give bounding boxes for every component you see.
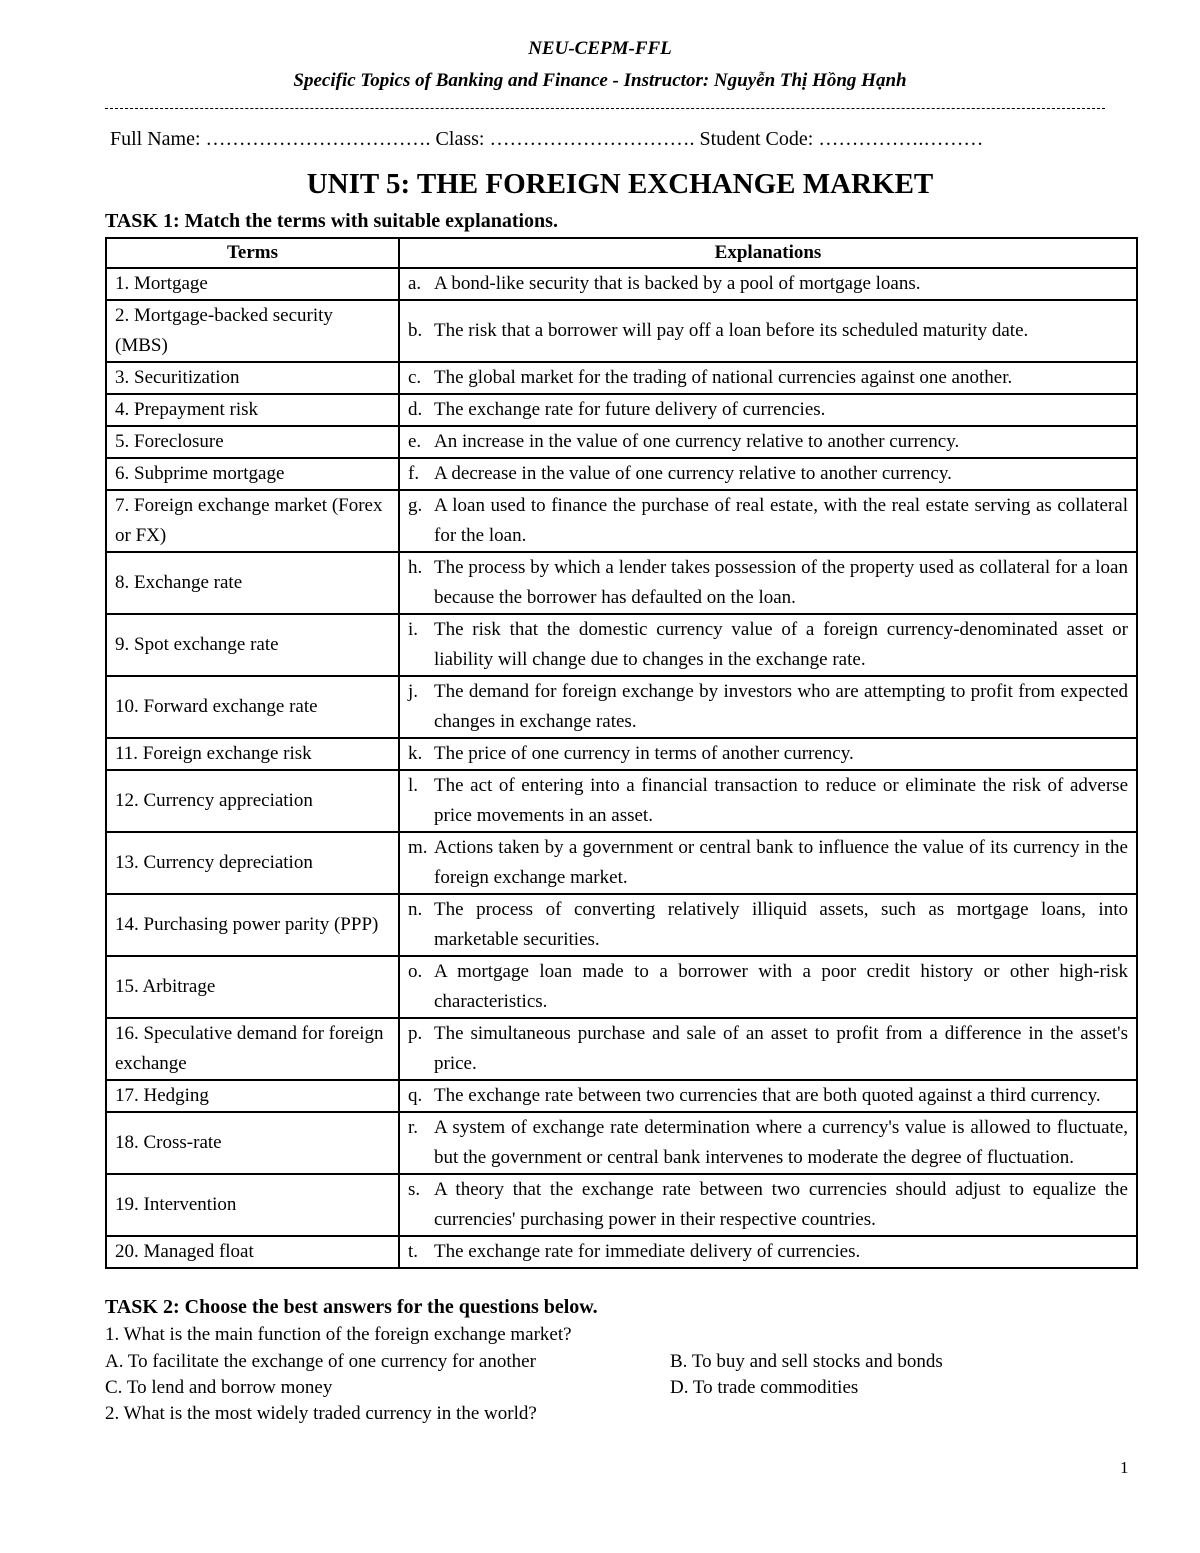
explanation-text: The global market for the trading of national currencies against one another. [434,367,1013,388]
explanation-text: An increase in the value of one currency relative to another currency. [434,431,960,452]
explanation-cell [399,894,1137,956]
task1-heading: TASK 1: Match the terms with suitable explanations. [105,210,558,232]
explanation-letter: q. [408,1085,423,1106]
explanation-text: The risk that the domestic currency value of a foreign currency-denominated asset or liability will change due to changes in the exchange rate. [434,619,1128,670]
explanation-letter: d. [408,399,423,420]
explanation-letter: h. [408,557,423,578]
table-row [106,300,1137,362]
table-row [106,770,1137,832]
term-cell: 14. Purchasing power parity (PPP) [106,894,399,956]
explanation-text: The process by which a lender takes possession of the property used as collateral for a loan because the borrower has defaulted on the loan. [434,557,1128,608]
term-cell: 19. Intervention [106,1174,399,1236]
explanation-letter: j. [408,681,419,702]
explanation-cell [399,426,1137,458]
header-course: Specific Topics of Banking and Finance - Instructor: Nguyễn Thị Hồng Hạnh [293,70,907,91]
explanation-letter: f. [408,463,420,484]
explanation-cell [399,458,1137,490]
explanation-cell [399,552,1137,614]
explanation-letter: r. [408,1117,419,1138]
explanation-text: A mortgage loan made to a borrower with a poor credit history or other high-risk characteristics. [434,961,1128,1012]
explanation-text: A loan used to finance the purchase of real estate, with the real estate serving as collateral for the loan. [434,495,1128,546]
explanation-text: The process of converting relatively illiquid assets, such as mortgage loans, into marketable securities. [434,899,1128,950]
unit-title: UNIT 5: THE FOREIGN EXCHANGE MARKET [306,168,934,200]
term-cell: 5. Foreclosure [106,426,399,458]
term-cell: 8. Exchange rate [106,552,399,614]
table-row [106,738,1137,770]
question-1-option-b: B. To buy and sell stocks and bonds [670,1351,943,1372]
explanation-text: Actions taken by a government or central bank to influence the value of its currency in the foreign exchange market. [434,837,1128,888]
table-row [106,1018,1137,1080]
terms-column-header: Terms [106,238,399,268]
student-info-line: Full Name: ……………………………. Class: …………………………. Student Code: …………….……… [110,128,984,150]
explanation-letter: l. [408,775,419,796]
explanation-cell [399,268,1137,300]
explanation-letter: k. [408,743,423,764]
explanation-letter: b. [408,320,423,341]
matching-table [105,237,1138,1269]
explanation-letter: e. [408,431,422,452]
term-cell: 3. Securitization [106,362,399,394]
table-row [106,1112,1137,1174]
explanation-text: The exchange rate for immediate delivery of currencies. [434,1241,861,1262]
explanation-letter: n. [408,899,423,920]
explanation-text: The price of one currency in terms of another currency. [434,743,854,764]
header-org: NEU-CEPM-FFL [528,38,672,59]
term-cell: 17. Hedging [106,1080,399,1112]
table-row [106,552,1137,614]
term-cell: 10. Forward exchange rate [106,676,399,738]
explanation-cell [399,614,1137,676]
table-row [106,676,1137,738]
explanation-letter: o. [408,961,423,982]
explanation-cell [399,1174,1137,1236]
explanation-text: The demand for foreign exchange by investors who are attempting to profit from expected changes in exchange rates. [434,681,1128,732]
explanation-text: A bond-like security that is backed by a pool of mortgage loans. [434,273,921,294]
explanation-letter: i. [408,619,419,640]
table-row [106,956,1137,1018]
explanation-cell [399,394,1137,426]
question-2: 2. What is the most widely traded currency in the world? [105,1403,537,1424]
explanation-letter: g. [408,495,423,516]
term-cell: 2. Mortgage-backed security (MBS) [106,300,399,362]
page-number: 1 [1120,1458,1129,1477]
explanation-cell [399,1112,1137,1174]
term-cell: 16. Speculative demand for foreign exchange [106,1018,399,1080]
table-row [106,1174,1137,1236]
explanation-cell [399,1018,1137,1080]
explanation-letter: s. [408,1179,421,1200]
term-cell: 13. Currency depreciation [106,832,399,894]
explanation-cell [399,1236,1137,1268]
term-cell: 18. Cross-rate [106,1112,399,1174]
table-header-row [106,238,1137,268]
table-row [106,268,1137,300]
explanation-letter: p. [408,1023,423,1044]
term-cell: 6. Subprime mortgage [106,458,399,490]
term-cell: 9. Spot exchange rate [106,614,399,676]
term-cell: 11. Foreign exchange risk [106,738,399,770]
task2-heading: TASK 2: Choose the best answers for the questions below. [105,1296,598,1318]
table-row [106,614,1137,676]
table-row [106,362,1137,394]
explanation-cell [399,676,1137,738]
explanation-cell [399,362,1137,394]
explanation-cell [399,956,1137,1018]
explanation-cell [399,832,1137,894]
explanation-text: A system of exchange rate determination where a currency's value is allowed to fluctuate, but the government or central bank intervenes to moderate the degree of fluctuation. [434,1117,1128,1168]
explanation-cell [399,300,1137,362]
explanation-letter: c. [408,367,422,388]
explanation-cell [399,490,1137,552]
explanation-cell [399,1080,1137,1112]
explanation-text: A theory that the exchange rate between two currencies should adjust to equalize the currencies' purchasing power in their respective countries. [434,1179,1128,1230]
question-1: 1. What is the main function of the foreign exchange market? [105,1324,572,1345]
term-cell: 7. Foreign exchange market (Forex or FX) [106,490,399,552]
table-row [106,394,1137,426]
dashed-divider [105,108,1105,109]
table-row [106,894,1137,956]
table-row [106,458,1137,490]
table-row [106,832,1137,894]
explanation-text: The act of entering into a financial transaction to reduce or eliminate the risk of adverse price movements in an asset. [434,775,1128,826]
explanation-text: The exchange rate for future delivery of currencies. [434,399,826,420]
table-row [106,1236,1137,1268]
term-cell: 1. Mortgage [106,268,399,300]
term-cell: 4. Prepayment risk [106,394,399,426]
term-cell: 12. Currency appreciation [106,770,399,832]
table-row [106,490,1137,552]
explanation-text: The simultaneous purchase and sale of an asset to profit from a difference in the asset's price. [434,1023,1128,1074]
explanation-text: A decrease in the value of one currency relative to another currency. [434,463,952,484]
explanation-letter: m. [408,837,428,858]
explanation-letter: a. [408,273,422,294]
explanation-text: The exchange rate between two currencies that are both quoted against a third currency. [434,1085,1101,1106]
explanation-cell [399,738,1137,770]
term-cell: 20. Managed float [106,1236,399,1268]
question-1-option-d: D. To trade commodities [670,1377,859,1398]
explanation-cell [399,770,1137,832]
table-row [106,1080,1137,1112]
table-row [106,426,1137,458]
question-1-option-c: C. To lend and borrow money [105,1377,333,1398]
explanations-column-header: Explanations [399,238,1137,268]
explanation-text: The risk that a borrower will pay off a loan before its scheduled maturity date. [434,320,1029,341]
question-1-option-a: A. To facilitate the exchange of one currency for another [105,1351,536,1372]
term-cell: 15. Arbitrage [106,956,399,1018]
explanation-letter: t. [408,1241,419,1262]
